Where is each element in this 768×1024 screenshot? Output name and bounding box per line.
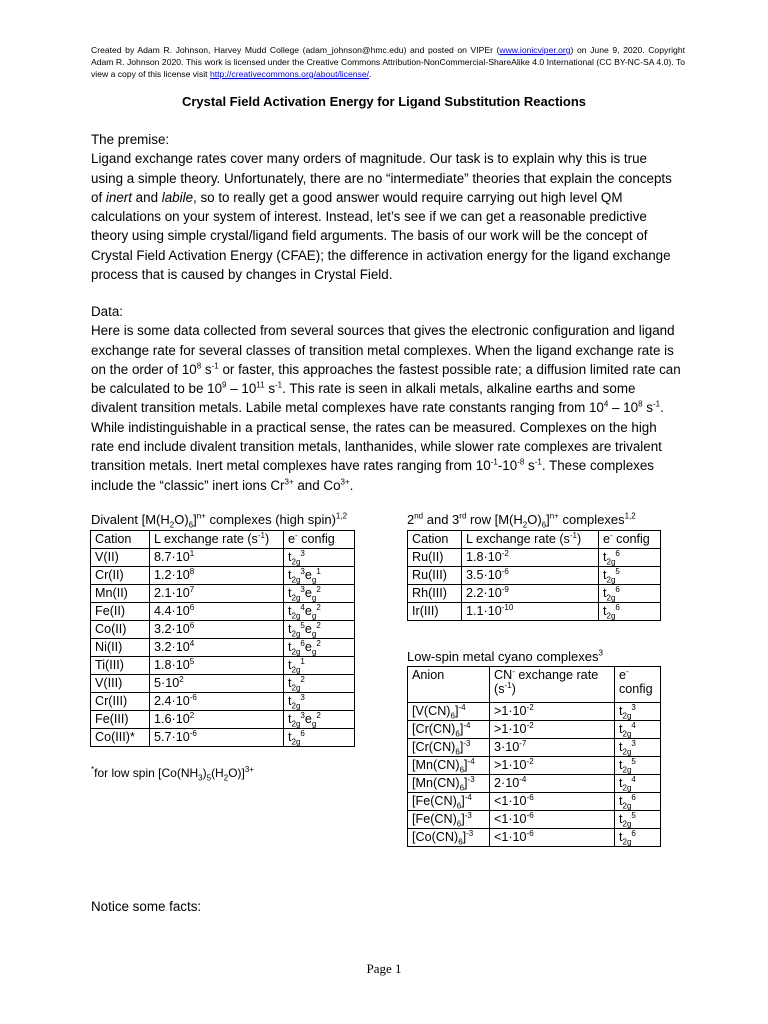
table-row [408,811,661,829]
cell-species: $[Cr(CN)_6]^{-4}$ [408,721,490,739]
cell-config: $t_{2g}^6$ [599,549,661,567]
table-row [408,567,661,585]
cell-config: $t_{2g}^3$ [284,549,355,567]
header-text-1: Created by Adam R. Johnson, Harvey Mudd College (adam_johnson@hmc.edu) and posted on VIPEr ( [91,45,500,55]
premise-text-1: Ligand exchange rates cover many orders of magnitude. Our task is to explain why this is true using a simple theory. Unfortunately, there are no “intermediate” theories that explain the concepts of [91,151,672,205]
cell-species: Fe(II) [91,603,150,621]
cell-rate: $3.5\cdot 10^{-6}$ [462,567,599,585]
col-header: Anion [408,667,490,703]
table-row [408,757,661,775]
col-header: e- config [284,531,355,549]
table-row [91,657,355,675]
cell-rate: $1.6\cdot 10^2$ [150,711,284,729]
table2-body [408,549,661,621]
cell-rate: $1.2\cdot 10^8$ [150,567,284,585]
table-row [408,585,661,603]
cell-config: $t_{2g}^3e_g^2$ [284,711,355,729]
col-header: e- config [599,531,661,549]
cell-rate: $5.7\cdot 10^{-6}$ [150,729,284,747]
license-header [91,44,685,80]
cell-config: $t_{2g}^5$ [599,567,661,585]
viper-link[interactable]: www.ionicviper.org [499,45,571,55]
cell-config: $t_{2g}^5$ [615,757,661,775]
premise-and: and [131,189,162,205]
col-header: Cation [408,531,462,549]
cell-rate: $<1\cdot 10^{-6}$ [490,811,615,829]
cell-species: Co(II) [91,621,150,639]
cell-config: $t_{2g}^6$ [599,585,661,603]
table-row [408,549,661,567]
cell-config: $t_{2g}^3e_g^2$ [284,585,355,603]
table-row [408,829,661,847]
cell-config: $t_{2g}^6$ [284,729,355,747]
cell-rate: $>1\cdot 10^{-2}$ [490,703,615,721]
cell-rate: $8.7\cdot 10^1$ [150,549,284,567]
table-row [408,739,661,757]
second-third-row-table [407,530,661,621]
premise-text-2: , so to really get a good answer would require carrying out high level QM calculations on your system of interest. Instead, let’s see if we can get a reasonable predictive theory using simple crystal/ligand field arguments. The basis of our work will be the concept of Crystal Field Activation Energy (CFAE); the difference in activation energy for the ligand exchange process that is caused by changes in Crystal Field. [91,189,671,283]
table-row [408,793,661,811]
cell-species: $[Fe(CN)_6]^{-4}$ [408,793,490,811]
cell-config: $t_{2g}^5$ [615,811,661,829]
notice-heading: Notice some facts: [91,899,202,914]
cell-config: $t_{2g}^6$ [615,829,661,847]
cell-species: Mn(II) [91,585,150,603]
table1-caption: Divalent $[M(H_2O)_6]^{n+}$ complexes (high spin)$^{1,2}$ [91,511,348,530]
cyano-complexes-table [407,666,661,847]
cell-config: $t_{2g}^6e_g^2$ [284,639,355,657]
table-row [408,775,661,793]
cell-species: Ti(III) [91,657,150,675]
cell-config: $t_{2g}^3$ [284,693,355,711]
table2-caption: 2nd and 3rd row $[M(H_2O)_6]^{n+}$ complexes$^{1,2}$ [407,511,636,530]
cell-rate: $<1\cdot 10^{-6}$ [490,829,615,847]
header-text-2: ) on June 9, 2020. Copyright Adam R. Johnson 2020. This work is licensed under the Creative Commons Attribution-NonCommercial-ShareAlike 4.0 International (CC BY-NC-SA 4.0). To view a copy of this license visit [91,45,685,79]
cell-rate: $1.1\cdot 10^{-10}$ [462,603,599,621]
table-row [91,549,355,567]
table-row [91,675,355,693]
cell-species: Ni(II) [91,639,150,657]
cell-config: $t_{2g}^4e_g^2$ [284,603,355,621]
table-row [91,639,355,657]
premise-section [91,130,681,284]
table-row [91,693,355,711]
cell-rate: $5\cdot 10^2$ [150,675,284,693]
cell-rate: $2.2\cdot 10^{-9}$ [462,585,599,603]
cell-species: Cr(III) [91,693,150,711]
col-header: L exchange rate $(s^{-1})$ [150,531,284,549]
cell-species: $[Mn(CN)_6]^{-4}$ [408,757,490,775]
cell-species: Fe(III) [91,711,150,729]
table-row [408,703,661,721]
premise-heading: The premise: [91,132,170,147]
table1-footnote: *for low spin $[Co(NH_3)_5(H_2O)]^{3+}$ [91,765,254,783]
cell-species: $[V(CN)_6]^{-4}$ [408,703,490,721]
data-paragraph: Here is some data collected from several sources that gives the electronic configuration and ligand exchange rate for several classes of transition metal complexes. When the ligand exchange rate is on the order of $10^8$ $s^{-1}$ or faster, this approaches the fastest possible rate; a diffusion limited rate can be calculated to be $10^9 - 10^{11}$ $s^{-1}$. This rate is seen in alkali metals, alkaline earths and some divalent transition metals. Labile metal complexes have rate constants ranging from $10^4 - 10^8$ $s^{-1}$. While indistinguishable in a practical sense, the rates can be measured. Complexes on the high rate end include divalent transition metals, lanthanides, while slower rate complexes are trivalent transition metals. Inert metal complexes have rates ranging from $10^{-1}-10^{-8}$ $s^{-1}$. These complexes include the “classic” inert ions $Cr^{3+}$ and $Co^{3+}$. [91,323,681,493]
cell-rate: $2.1\cdot 10^7$ [150,585,284,603]
cell-species: Ir(III) [408,603,462,621]
cell-config: $t_{2g}^6$ [599,603,661,621]
table-row [91,729,355,747]
col-header: e- config [615,667,661,703]
cell-config: $t_{2g}^3$ [615,739,661,757]
cell-species: Rh(III) [408,585,462,603]
table-row [408,603,661,621]
table-row [408,721,661,739]
cell-species: $[Fe(CN)_6]^{-3}$ [408,811,490,829]
cell-rate: $3\cdot 10^{-7}$ [490,739,615,757]
table3-body [408,703,661,847]
header-text-3: . [369,69,372,79]
cell-config: $t_{2g}^4$ [615,721,661,739]
cell-species: Ru(III) [408,567,462,585]
premise-paragraph [91,149,681,284]
cell-config: $t_{2g}^1$ [284,657,355,675]
table-row [91,711,355,729]
table-row [91,585,355,603]
cell-rate: $1.8\cdot 10^5$ [150,657,284,675]
col-header: CN- exchange rate $(s^{-1})$ [490,667,615,703]
divalent-complexes-table [90,530,355,747]
cell-config: $t_{2g}^5e_g^2$ [284,621,355,639]
cell-config: $t_{2g}^6$ [615,793,661,811]
cell-rate: $>1\cdot 10^{-2}$ [490,757,615,775]
cell-rate: $4.4\cdot 10^6$ [150,603,284,621]
inert-term: inert [105,189,132,205]
cell-rate: $2\cdot 10^{-4}$ [490,775,615,793]
page-number: Page 1 [366,961,402,976]
cell-rate: $3.2\cdot 10^6$ [150,621,284,639]
table-row [91,567,355,585]
labile-term: labile [161,189,194,205]
cell-species: $[Mn(CN)_6]^{-3}$ [408,775,490,793]
cell-rate: $2.4\cdot 10^{-6}$ [150,693,284,711]
cell-species: $[Cr(CN)_6]^{-3}$ [408,739,490,757]
document-title: Crystal Field Activation Energy for Ligand Substitution Reactions [181,94,586,109]
cell-rate: $<1\cdot 10^{-6}$ [490,793,615,811]
col-header: Cation [91,531,150,549]
table-row [91,621,355,639]
data-section [91,302,681,495]
table3-caption: Low-spin metal cyano complexes$^3$ [407,648,603,664]
table-row [91,603,355,621]
data-heading: Data: [91,304,124,319]
cell-rate: $>1\cdot 10^{-2}$ [490,721,615,739]
cell-config: $t_{2g}^4$ [615,775,661,793]
license-link[interactable]: http://creativecommons.org/about/license/ [209,69,370,79]
cell-species: $[Co(CN)_6]^{-3}$ [408,829,490,847]
cell-species: Ru(II) [408,549,462,567]
col-header: L exchange rate $(s^{-1})$ [462,531,599,549]
cell-config: $t_{2g}^3$ [615,703,661,721]
cell-species: V(III) [91,675,150,693]
table1-body [91,549,355,747]
cell-config: $t_{2g}^2$ [284,675,355,693]
cell-species: Cr(II) [91,567,150,585]
cell-rate: $1.8\cdot 10^{-2}$ [462,549,599,567]
cell-species: Co(III)* [91,729,150,747]
cell-rate: $3.2\cdot 10^4$ [150,639,284,657]
cell-species: V(II) [91,549,150,567]
cell-config: $t_{2g}^3e_g^1$ [284,567,355,585]
